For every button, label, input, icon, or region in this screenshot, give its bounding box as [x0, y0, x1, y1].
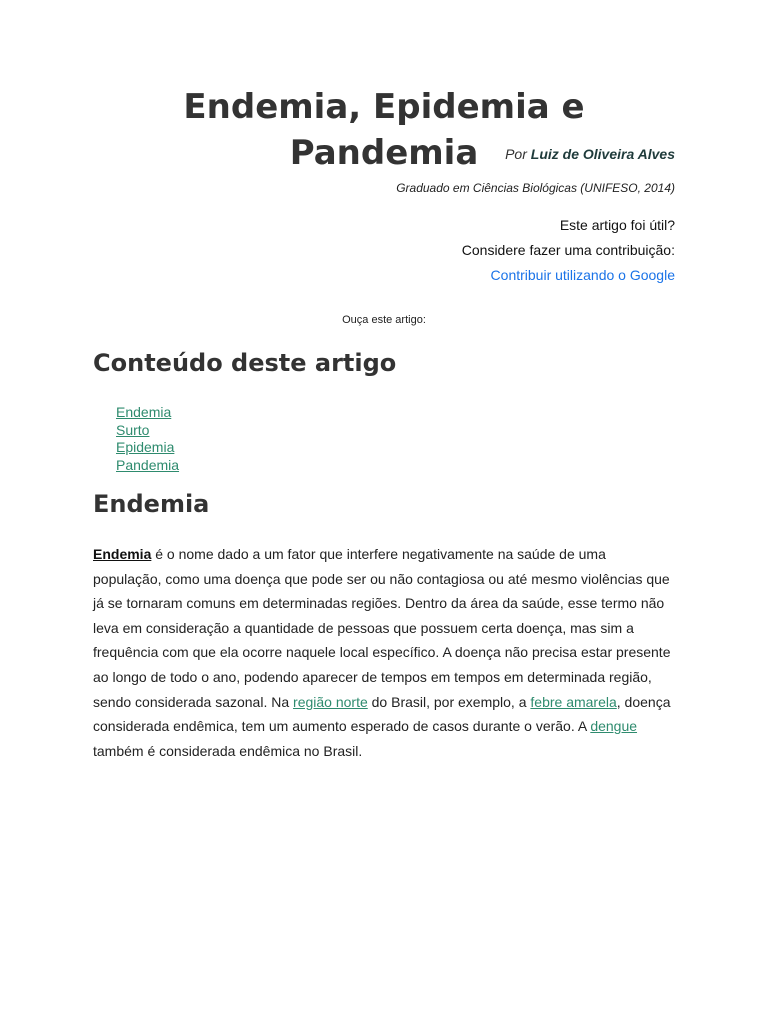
paragraph-text: do Brasil, por exemplo, a: [367, 693, 531, 710]
toc-link-endemia[interactable]: Endemia: [116, 404, 172, 420]
paragraph-text: , doença considerada endêmica, tem um aumento esperado de casos durante o verão. A: [93, 693, 671, 735]
toc-item: [116, 457, 179, 475]
toc-link-epidemia[interactable]: Epidemia: [116, 439, 175, 456]
toc-heading: Conteúdo deste artigo: [93, 349, 397, 377]
byline-prefix: Por: [505, 146, 527, 162]
donation-question: Este artigo foi útil?: [559, 217, 675, 233]
section-heading-endemia: Endemia: [93, 490, 210, 518]
section-paragraph: [93, 542, 675, 763]
author-name: Luiz de Oliveira Alves: [530, 146, 675, 162]
link-febre-amarela[interactable]: febre amarela: [530, 693, 617, 710]
link-dengue[interactable]: dengue: [590, 718, 638, 735]
paragraph-text: também é considerada endêmica no Brasil.: [93, 742, 363, 759]
toc-item: [116, 422, 179, 440]
toc-item: [116, 439, 179, 457]
toc-link-surto[interactable]: Surto: [116, 421, 150, 438]
toc-link-pandemia[interactable]: Pandemia: [116, 457, 180, 474]
donation-box: [462, 213, 675, 288]
author-credential: Graduado em Ciências Biológicas (UNIFESO, 2014): [396, 181, 675, 195]
byline: [505, 145, 675, 163]
donation-link[interactable]: Contribuir utilizando o Google: [490, 267, 675, 283]
toc-item: [116, 404, 179, 422]
link-regiao-norte[interactable]: região norte: [293, 693, 368, 710]
article-title: Endemia, Epidemia e Pandemia: [183, 87, 585, 173]
term-endemia: Endemia: [93, 546, 152, 562]
donation-prompt: Considere fazer uma contribuição:: [461, 242, 675, 258]
audio-label: Ouça este artigo:: [342, 314, 426, 326]
paragraph-text: é o nome dado a um fator que interfere negativamente na saúde de uma população, como uma doença que pode ser ou não contagiosa ou até mesmo violências que já se tornaram comuns em determinadas regiões. Dentro da área da saúde, esse termo não leva em consideração a quantidade de pessoas que possuem certa doença, mas sim a frequência com que ela ocorre naquele local específico. A doença não precisa estar presente ao longo de todo o ano, podendo aparecer de tempos em tempos em determinada região, sendo considerada sazonal. Na: [93, 546, 671, 710]
table-of-contents: [116, 404, 179, 475]
